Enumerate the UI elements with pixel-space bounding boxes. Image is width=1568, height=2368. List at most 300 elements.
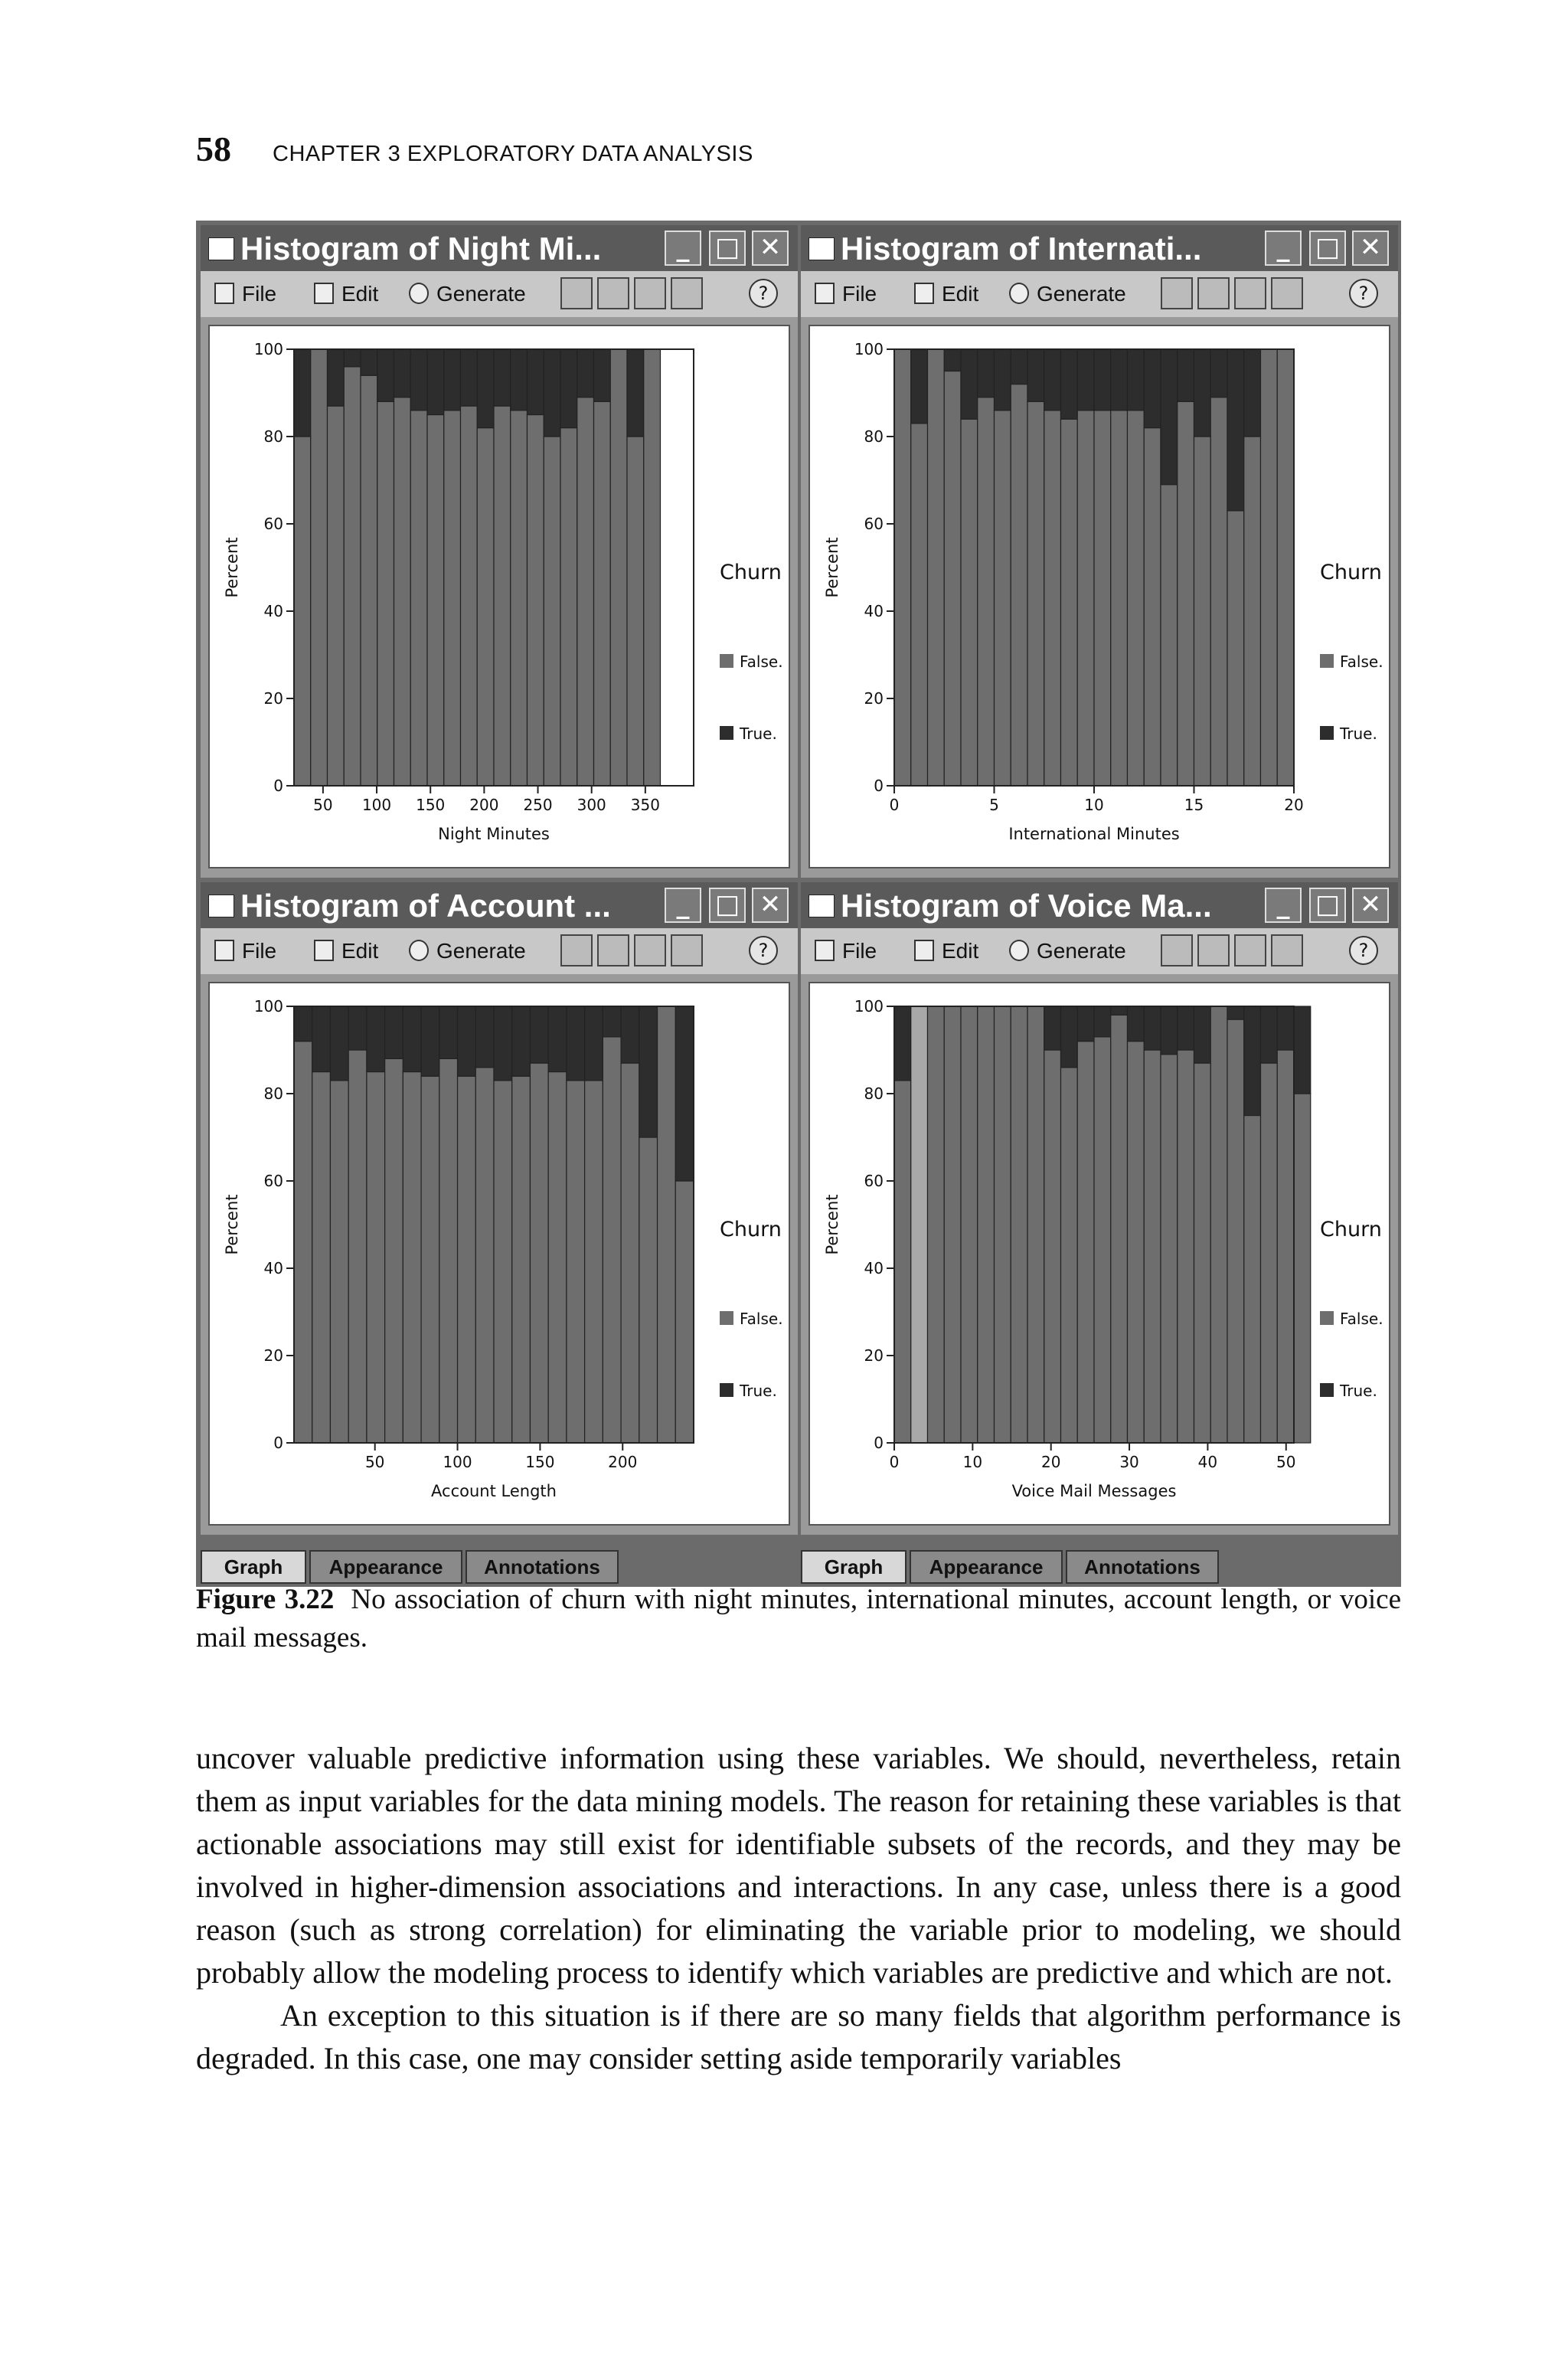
bar-true bbox=[1044, 349, 1061, 410]
bar-true bbox=[1094, 1006, 1111, 1037]
window-title: Histogram of Night Mi... bbox=[240, 231, 602, 267]
bar-true bbox=[512, 1006, 531, 1076]
bar-false bbox=[439, 1058, 458, 1443]
bar-false bbox=[1194, 1063, 1211, 1443]
bar-true bbox=[1077, 349, 1094, 410]
y-tick-label: 40 bbox=[263, 602, 283, 620]
bar-false bbox=[567, 1081, 585, 1443]
bar-true bbox=[911, 349, 928, 424]
bar-true bbox=[328, 349, 345, 406]
bar-false bbox=[944, 1006, 961, 1443]
export-icon[interactable] bbox=[1197, 277, 1230, 309]
bar-false bbox=[1178, 1050, 1194, 1443]
bar-true bbox=[427, 349, 444, 415]
close-button[interactable]: ✕ bbox=[752, 888, 789, 923]
y-tick-label: 80 bbox=[864, 427, 884, 446]
bar-false bbox=[1244, 1116, 1261, 1444]
bar-false bbox=[1227, 511, 1244, 786]
legend-label: True. bbox=[1340, 1382, 1377, 1400]
x-tick-label: 20 bbox=[1284, 796, 1304, 814]
maximize-button[interactable]: □ bbox=[709, 888, 746, 923]
print-icon[interactable] bbox=[1234, 277, 1266, 309]
bar-false bbox=[1111, 1015, 1128, 1443]
bar-true bbox=[594, 349, 611, 401]
legend-title: Churn bbox=[1320, 1218, 1382, 1241]
chapter-title: CHAPTER 3 EXPLORATORY DATA ANALYSIS bbox=[273, 142, 753, 166]
bar-false bbox=[1027, 401, 1044, 786]
menu-file-label: File bbox=[842, 939, 877, 963]
window-menubar bbox=[201, 928, 798, 974]
x-tick-label: 150 bbox=[416, 796, 446, 814]
bar-false bbox=[961, 419, 978, 786]
menu-file[interactable] bbox=[815, 939, 877, 963]
bar-false bbox=[1161, 485, 1178, 786]
bar-true bbox=[367, 1006, 385, 1072]
legend-label: True. bbox=[740, 724, 777, 743]
x-tick-label: 10 bbox=[1084, 796, 1104, 814]
menu-generate-label: Generate bbox=[436, 282, 526, 306]
legend-title: Churn bbox=[720, 1218, 782, 1241]
bar-false bbox=[544, 437, 560, 786]
y-tick-label: 100 bbox=[253, 997, 283, 1016]
y-tick-label: 20 bbox=[864, 1346, 884, 1365]
y-tick-label: 100 bbox=[854, 997, 884, 1016]
bar-true bbox=[1027, 349, 1044, 401]
y-tick-label: 60 bbox=[263, 1172, 283, 1190]
bar-true bbox=[1244, 1006, 1261, 1116]
bar-false bbox=[1194, 437, 1210, 786]
bar-false bbox=[944, 371, 961, 787]
menu-file-label: File bbox=[842, 282, 877, 306]
y-axis-label: Percent bbox=[223, 537, 241, 598]
bar-false bbox=[1111, 410, 1128, 786]
legend-label: True. bbox=[1340, 724, 1377, 743]
bar-false bbox=[1094, 410, 1111, 786]
bar-false bbox=[1277, 349, 1294, 786]
window-titlebar[interactable] bbox=[201, 225, 798, 271]
window-title: Histogram of Account ... bbox=[240, 888, 611, 924]
bar-true bbox=[1128, 1006, 1145, 1042]
minimize-button[interactable]: _ bbox=[1265, 231, 1302, 266]
bar-true bbox=[394, 349, 411, 397]
menu-generate-label: Generate bbox=[1037, 939, 1126, 963]
copy-icon[interactable] bbox=[560, 934, 593, 966]
bar-true bbox=[603, 1006, 621, 1037]
bar-true bbox=[639, 1006, 658, 1137]
bar-true bbox=[1178, 349, 1194, 401]
bar-true bbox=[385, 1006, 403, 1058]
bar-true bbox=[1294, 1006, 1311, 1094]
bar-false bbox=[995, 1006, 1011, 1443]
bar-false bbox=[928, 1006, 945, 1443]
bar-true bbox=[621, 1006, 639, 1063]
histogram-icon bbox=[208, 237, 234, 260]
y-tick-label: 40 bbox=[864, 1259, 884, 1277]
bar-true bbox=[294, 1006, 312, 1042]
bar-true bbox=[344, 349, 361, 367]
x-tick-label: 40 bbox=[1197, 1453, 1218, 1471]
minimize-button[interactable]: _ bbox=[665, 231, 701, 266]
menu-generate-label: Generate bbox=[1037, 282, 1126, 306]
y-axis-label: Percent bbox=[823, 537, 841, 598]
bar-true bbox=[530, 1006, 548, 1063]
window-menubar bbox=[801, 928, 1398, 974]
histogram-window bbox=[201, 225, 798, 878]
bar-true bbox=[544, 349, 560, 437]
bar-false bbox=[1294, 1094, 1311, 1443]
legend-swatch bbox=[720, 1383, 733, 1397]
bar-false bbox=[1077, 1042, 1094, 1443]
legend-swatch bbox=[720, 654, 733, 668]
menu-file-label: File bbox=[242, 939, 277, 963]
bar-false bbox=[644, 349, 661, 786]
bar-false bbox=[410, 410, 427, 786]
print-icon[interactable] bbox=[634, 277, 666, 309]
legend-label: True. bbox=[740, 1382, 777, 1400]
y-tick-label: 60 bbox=[864, 515, 884, 533]
menu-file[interactable] bbox=[214, 939, 276, 963]
bar-false bbox=[610, 349, 627, 786]
bar-true bbox=[403, 1006, 421, 1072]
tab-appearance[interactable]: Appearance bbox=[910, 1550, 1063, 1584]
bar-false bbox=[621, 1063, 639, 1443]
bar-true bbox=[894, 1006, 911, 1081]
x-tick-label: 250 bbox=[523, 796, 553, 814]
bar-false bbox=[377, 401, 394, 786]
menu-edit[interactable] bbox=[314, 939, 378, 963]
bar-true bbox=[1061, 1006, 1078, 1068]
help-icon[interactable]: ? bbox=[1349, 279, 1378, 308]
y-tick-label: 20 bbox=[864, 689, 884, 708]
bar-false bbox=[294, 437, 311, 786]
bar-false bbox=[1178, 401, 1194, 786]
x-axis-label: International Minutes bbox=[1008, 825, 1180, 843]
y-tick-label: 80 bbox=[864, 1084, 884, 1103]
bar-false bbox=[403, 1072, 421, 1444]
file-icon bbox=[815, 940, 835, 961]
legend-label: False. bbox=[1340, 653, 1383, 671]
bar-false bbox=[548, 1072, 567, 1444]
bar-true bbox=[494, 1006, 512, 1081]
bar-true bbox=[475, 1006, 494, 1068]
bar-false bbox=[475, 1068, 494, 1443]
bar-true bbox=[585, 1006, 603, 1081]
bar-true bbox=[1244, 349, 1261, 437]
x-tick-label: 350 bbox=[630, 796, 660, 814]
x-tick-label: 10 bbox=[962, 1453, 983, 1471]
help-icon[interactable]: ? bbox=[749, 936, 778, 965]
tab-appearance[interactable]: Appearance bbox=[309, 1550, 462, 1584]
bar-false bbox=[458, 1076, 476, 1443]
bar-true bbox=[1144, 349, 1161, 428]
bar-false bbox=[361, 375, 377, 786]
bar-true bbox=[294, 349, 311, 437]
histogram-chart bbox=[208, 982, 790, 1526]
x-tick-label: 200 bbox=[469, 796, 499, 814]
menu-edit-label: Edit bbox=[341, 282, 379, 306]
bar-true bbox=[330, 1006, 348, 1081]
menu-edit[interactable] bbox=[314, 282, 378, 306]
bar-false bbox=[312, 1072, 331, 1444]
x-axis-label: Voice Mail Messages bbox=[1011, 1482, 1177, 1500]
bar-true bbox=[961, 349, 978, 419]
help-icon[interactable]: ? bbox=[1349, 936, 1378, 965]
bar-false bbox=[311, 349, 328, 786]
y-tick-label: 80 bbox=[263, 427, 283, 446]
bar-false bbox=[658, 1006, 676, 1443]
paragraph: An exception to this situation is if there are so many fields that algorithm performance is degraded. In this case, one may consider setting aside temporarily variables bbox=[196, 1998, 1401, 2075]
bar-true bbox=[1011, 349, 1027, 384]
bar-false bbox=[675, 1181, 694, 1443]
bar-false bbox=[1127, 410, 1144, 786]
bar-true bbox=[1194, 1006, 1211, 1063]
y-axis-label: Percent bbox=[223, 1194, 241, 1255]
close-button[interactable]: ✕ bbox=[1352, 231, 1389, 266]
bar-false bbox=[927, 349, 944, 786]
bar-true bbox=[1094, 349, 1111, 410]
bar-true bbox=[1261, 1006, 1278, 1063]
export-icon[interactable] bbox=[597, 277, 629, 309]
generate-icon bbox=[409, 283, 429, 304]
bar-true bbox=[978, 349, 995, 397]
window-menubar bbox=[201, 271, 798, 317]
bar-false bbox=[494, 406, 511, 786]
legend-label: False. bbox=[740, 1310, 783, 1328]
menu-generate[interactable] bbox=[409, 939, 526, 963]
bar-true bbox=[577, 349, 594, 397]
menu-generate[interactable] bbox=[1009, 282, 1126, 306]
close-button[interactable]: ✕ bbox=[752, 231, 789, 266]
histogram-window bbox=[201, 882, 798, 1535]
bar-false bbox=[344, 367, 361, 786]
legend-label: False. bbox=[740, 653, 783, 671]
x-tick-label: 100 bbox=[361, 796, 392, 814]
y-tick-label: 40 bbox=[864, 602, 884, 620]
bar-false bbox=[1044, 1050, 1061, 1443]
print-icon[interactable] bbox=[634, 934, 666, 966]
legend-swatch bbox=[1320, 654, 1334, 668]
bar-true bbox=[548, 1006, 567, 1072]
menu-edit-label: Edit bbox=[942, 282, 979, 306]
bar-false bbox=[348, 1050, 367, 1443]
bar-true bbox=[1161, 1006, 1178, 1055]
figure-caption bbox=[196, 1581, 1401, 1657]
bar-true bbox=[377, 349, 394, 401]
bar-true bbox=[1111, 349, 1128, 410]
histogram-icon bbox=[208, 895, 234, 917]
menu-file[interactable] bbox=[214, 282, 276, 306]
bar-true bbox=[494, 349, 511, 406]
tab-annotations[interactable]: Annotations bbox=[466, 1550, 619, 1584]
bar-true bbox=[675, 1006, 694, 1181]
minimize-button[interactable]: _ bbox=[665, 888, 701, 923]
window-titlebar[interactable] bbox=[801, 882, 1398, 928]
window-title: Histogram of Internati... bbox=[841, 231, 1202, 267]
x-tick-label: 50 bbox=[1276, 1453, 1296, 1471]
histogram-icon bbox=[808, 237, 835, 260]
bar-true bbox=[1077, 1006, 1094, 1042]
bar-false bbox=[1060, 419, 1077, 786]
bar-true bbox=[1194, 349, 1210, 437]
histogram-svg bbox=[810, 326, 1389, 867]
bar-true bbox=[312, 1006, 331, 1072]
bar-false bbox=[639, 1137, 658, 1443]
bar-false bbox=[1244, 437, 1261, 786]
menu-generate-label: Generate bbox=[436, 939, 526, 963]
bar-false bbox=[367, 1072, 385, 1444]
legend-title: Churn bbox=[720, 561, 782, 584]
bar-true bbox=[458, 1006, 476, 1076]
legend-swatch bbox=[720, 726, 733, 740]
y-tick-label: 0 bbox=[874, 777, 884, 795]
histogram-svg bbox=[210, 326, 789, 867]
menu-generate[interactable] bbox=[409, 282, 526, 306]
bar-true bbox=[944, 349, 961, 371]
figure-histograms bbox=[196, 221, 1401, 1587]
bar-false bbox=[1044, 410, 1061, 786]
bar-false bbox=[294, 1042, 312, 1443]
maximize-button[interactable]: □ bbox=[709, 231, 746, 266]
bar-true bbox=[1144, 1006, 1161, 1050]
file-icon bbox=[214, 940, 234, 961]
x-axis-label: Account Length bbox=[431, 1482, 557, 1500]
bar-false bbox=[1144, 428, 1161, 786]
y-tick-label: 0 bbox=[874, 1434, 884, 1452]
bar-false bbox=[528, 415, 544, 787]
menu-file-label: File bbox=[242, 282, 277, 306]
bar-false bbox=[394, 397, 411, 786]
bar-true bbox=[421, 1006, 439, 1076]
bar-false bbox=[1260, 349, 1277, 786]
resize-icon[interactable] bbox=[1271, 934, 1303, 966]
x-tick-label: 20 bbox=[1040, 1453, 1061, 1471]
resize-icon[interactable] bbox=[671, 277, 703, 309]
menu-edit-label: Edit bbox=[341, 939, 379, 963]
histogram-chart bbox=[208, 325, 790, 868]
bar-true bbox=[1210, 349, 1227, 397]
y-axis-label: Percent bbox=[823, 1194, 841, 1255]
bar-false bbox=[560, 428, 577, 786]
bar-true bbox=[1111, 1006, 1128, 1015]
bar-true bbox=[410, 349, 427, 410]
bar-true bbox=[1161, 349, 1178, 485]
legend-swatch bbox=[1320, 726, 1334, 740]
y-tick-label: 0 bbox=[273, 777, 283, 795]
x-tick-label: 50 bbox=[313, 796, 333, 814]
menu-edit[interactable] bbox=[914, 939, 978, 963]
bar-false bbox=[1210, 397, 1227, 786]
histogram-chart bbox=[808, 982, 1390, 1526]
window-titlebar[interactable] bbox=[201, 882, 798, 928]
x-tick-label: 5 bbox=[989, 796, 999, 814]
tab-annotations[interactable]: Annotations bbox=[1066, 1550, 1219, 1584]
bar-false bbox=[530, 1063, 548, 1443]
bar-false bbox=[1227, 1019, 1244, 1443]
bar-false bbox=[603, 1037, 621, 1443]
figure-label: Figure 3.22 bbox=[196, 1584, 335, 1615]
legend-title: Churn bbox=[1320, 561, 1382, 584]
bar-false bbox=[494, 1081, 512, 1443]
bar-true bbox=[361, 349, 377, 375]
y-tick-label: 40 bbox=[263, 1259, 283, 1277]
x-tick-label: 50 bbox=[364, 1453, 385, 1471]
copy-icon[interactable] bbox=[1161, 934, 1193, 966]
tab-graph[interactable]: Graph bbox=[201, 1550, 306, 1584]
bar-true bbox=[1227, 349, 1244, 511]
menu-generate[interactable] bbox=[1009, 939, 1126, 963]
export-icon[interactable] bbox=[1197, 934, 1230, 966]
export-icon[interactable] bbox=[597, 934, 629, 966]
generate-icon bbox=[409, 940, 429, 961]
x-tick-label: 100 bbox=[443, 1453, 472, 1471]
print-icon[interactable] bbox=[1234, 934, 1266, 966]
window-menubar bbox=[801, 271, 1398, 317]
bar-true bbox=[348, 1006, 367, 1050]
minimize-button[interactable]: _ bbox=[1265, 888, 1302, 923]
maximize-button[interactable]: □ bbox=[1309, 231, 1346, 266]
bar-false bbox=[594, 401, 611, 786]
histogram-window bbox=[801, 225, 1398, 878]
close-button[interactable]: ✕ bbox=[1352, 888, 1389, 923]
bar-true bbox=[528, 349, 544, 415]
legend-swatch bbox=[1320, 1383, 1334, 1397]
help-icon[interactable]: ? bbox=[749, 279, 778, 308]
bar-false bbox=[627, 437, 644, 786]
bar-false bbox=[1011, 384, 1027, 786]
x-tick-label: 300 bbox=[577, 796, 606, 814]
bar-false bbox=[1161, 1055, 1178, 1443]
bar-false bbox=[512, 1076, 531, 1443]
bar-true bbox=[461, 349, 478, 406]
menu-edit[interactable] bbox=[914, 282, 978, 306]
x-tick-label: 150 bbox=[525, 1453, 555, 1471]
bar-true bbox=[1277, 1006, 1294, 1050]
y-tick-label: 60 bbox=[864, 1172, 884, 1190]
window-titlebar[interactable] bbox=[801, 225, 1398, 271]
maximize-button[interactable]: □ bbox=[1309, 888, 1346, 923]
y-tick-label: 0 bbox=[273, 1434, 283, 1452]
y-tick-label: 20 bbox=[263, 1346, 283, 1365]
bar-true bbox=[994, 349, 1011, 410]
paragraph: uncover valuable predictive information using these variables. We should, nevertheless, retain them as input variables for the data mining models. The reason for retaining these variables is that actionable associations may still exist for identifiable subsets of the records, and they may be involved in higher-dimension associations and interactions. In any case, unless there is a good reason (such as strong correlation) for eliminating the variable prior to modeling, we should probably allow the modeling process to identify which variables are predictive and which are not. bbox=[196, 1741, 1401, 1990]
body-text bbox=[196, 1737, 1401, 2080]
histogram-window bbox=[801, 882, 1398, 1535]
menu-file[interactable] bbox=[815, 282, 877, 306]
edit-icon bbox=[914, 940, 934, 961]
bar-false bbox=[330, 1081, 348, 1443]
bar-false bbox=[585, 1081, 603, 1443]
x-tick-label: 200 bbox=[608, 1453, 638, 1471]
bar-false bbox=[911, 424, 928, 786]
resize-icon[interactable] bbox=[1271, 277, 1303, 309]
tab-graph[interactable]: Graph bbox=[801, 1550, 906, 1584]
bar-false bbox=[911, 1006, 928, 1443]
bar-true bbox=[627, 349, 644, 437]
copy-icon[interactable] bbox=[1161, 277, 1193, 309]
x-tick-label: 0 bbox=[889, 796, 900, 814]
legend-swatch bbox=[720, 1311, 733, 1325]
bar-true bbox=[1227, 1006, 1244, 1019]
bar-false bbox=[328, 406, 345, 786]
bar-false bbox=[1011, 1006, 1027, 1443]
bar-false bbox=[1261, 1063, 1278, 1443]
resize-icon[interactable] bbox=[671, 934, 703, 966]
y-tick-label: 20 bbox=[263, 689, 283, 708]
copy-icon[interactable] bbox=[560, 277, 593, 309]
bar-false bbox=[1094, 1037, 1111, 1443]
bar-false bbox=[961, 1006, 978, 1443]
page-header bbox=[196, 129, 753, 175]
